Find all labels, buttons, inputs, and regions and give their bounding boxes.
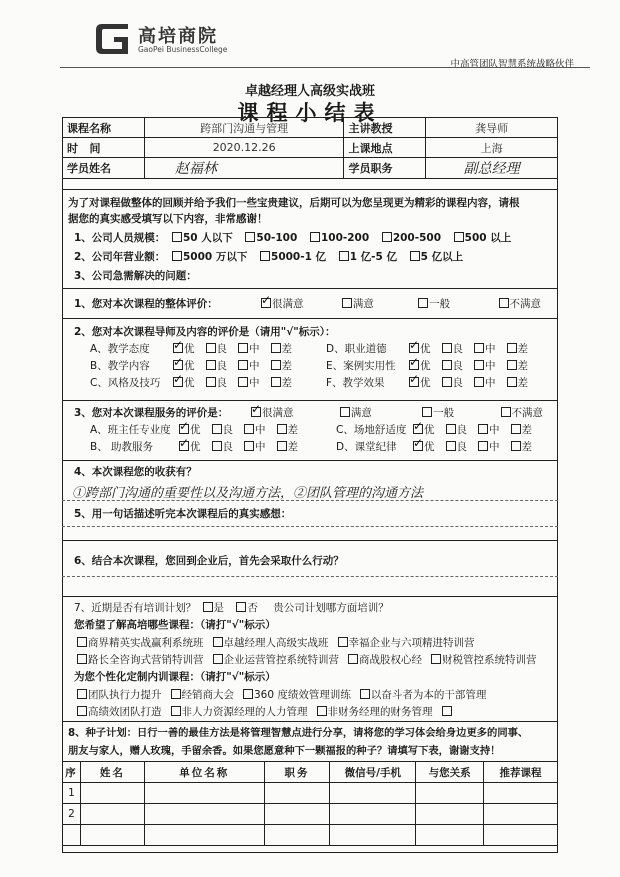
checkbox-icon: [277, 424, 287, 434]
course-option[interactable]: [74, 687, 162, 702]
student-name-field[interactable]: 赵福林: [144, 158, 344, 179]
checkbox-icon: [173, 343, 183, 353]
student-position-field[interactable]: 副总经理: [426, 158, 558, 179]
checkbox-icon: [212, 441, 222, 451]
course-label: 团队执行力提升: [88, 689, 162, 701]
table-cell[interactable]: [144, 825, 264, 846]
grade-option[interactable]: [274, 422, 299, 437]
grade-option[interactable]: [504, 358, 529, 373]
checkbox-icon: [271, 377, 281, 387]
course-option[interactable]: [439, 706, 453, 718]
grade-option[interactable]: [443, 439, 468, 454]
table-cell[interactable]: [264, 825, 330, 846]
grade-option[interactable]: [176, 422, 201, 437]
time-field[interactable]: 2020.12.26: [144, 138, 344, 158]
grade-option[interactable]: [235, 341, 260, 356]
checkbox-icon: [244, 441, 254, 451]
table-cell[interactable]: [144, 783, 264, 804]
course-option[interactable]: [74, 635, 204, 650]
course-option[interactable]: [240, 687, 351, 702]
checkbox-icon: [474, 360, 484, 370]
header-divider: [60, 67, 590, 68]
table-cell[interactable]: [416, 804, 484, 825]
scale-label: 1、公司人员规模：: [74, 232, 166, 244]
service-eval-divider: [62, 400, 558, 401]
checkbox-icon: [206, 360, 216, 370]
course-option[interactable]: [168, 687, 235, 702]
checkbox-icon: [173, 360, 183, 370]
checkbox-icon: [511, 424, 521, 434]
grade-option[interactable]: [241, 422, 266, 437]
checkbox-icon: [348, 654, 358, 664]
checkbox-icon: [77, 654, 87, 664]
course-label: 企业运营管控系统特训营: [223, 654, 339, 666]
eval-row: [90, 358, 300, 373]
grade-label: 中: [249, 343, 260, 355]
checkbox-icon: [77, 706, 87, 716]
course-option[interactable]: [210, 635, 329, 650]
grade-option[interactable]: [268, 358, 293, 373]
grade-label: 优: [184, 360, 195, 372]
q8-line-2: 朋友与家人，赠人玫瑰，手留余香。如果您愿意种下一颗福报的种子？请填写下表，谢谢支持！: [68, 745, 501, 757]
grade-option[interactable]: [410, 439, 435, 454]
grade-label: 优: [190, 441, 201, 453]
grade-option[interactable]: [504, 341, 529, 356]
checkbox-icon: [431, 654, 441, 664]
revenue-option[interactable]: 5000 万以下: [169, 249, 247, 264]
scale-question: [74, 230, 517, 245]
table-cell[interactable]: [264, 804, 330, 825]
eval-label: C、场地舒适度: [336, 424, 407, 436]
course-label: 卓越经理人高级实战班: [223, 637, 329, 649]
grade-label: 优: [420, 360, 431, 372]
course-option[interactable]: [168, 704, 308, 719]
course-label: 经销商大会: [181, 689, 234, 701]
grade-label: 良: [216, 343, 227, 355]
checkbox-icon: [179, 424, 189, 434]
service-eval-question: 3、您对本次课程服务的评价是：: [74, 407, 229, 419]
checkbox-icon: [213, 637, 223, 647]
eval-label: A、教学态度: [90, 343, 150, 355]
grade-option[interactable]: [203, 358, 228, 373]
course-label: 以奋斗者为本的干部管理: [370, 689, 487, 701]
revenue-label: 2、公司年营业额：: [74, 251, 166, 263]
grade-label: 良: [216, 360, 227, 372]
checkbox-icon: [442, 377, 452, 387]
course-label: 商战股权心经: [359, 654, 422, 666]
table-cell[interactable]: [330, 804, 416, 825]
grade-label: 中: [485, 360, 496, 372]
course-label: 财税管控系统特训营: [442, 654, 537, 666]
checkbox-icon: [507, 360, 517, 370]
table-cell[interactable]: [264, 783, 330, 804]
table-row: [63, 804, 558, 825]
course-option[interactable]: [210, 652, 340, 667]
checkbox-icon: [212, 424, 222, 434]
answer-line: [62, 526, 558, 527]
q8-line-1: 8、种子计划：日行一善的最佳方法是将管理智慧点进行分享，请将您的学习体会给身边更多的同事、: [68, 727, 529, 739]
checkbox-icon: [413, 441, 423, 451]
overall-option[interactable]: 不满意: [496, 296, 542, 311]
service-option[interactable]: ✓ 很满意: [248, 405, 294, 420]
checkbox-icon: [271, 343, 281, 353]
eval-row: [90, 439, 306, 454]
checkbox-icon: [238, 343, 248, 353]
course-label: 非财务经理的财务管理: [327, 706, 433, 718]
grade-label: 差: [287, 424, 298, 436]
checkbox-icon: [277, 441, 287, 451]
grade-label: 优: [420, 343, 431, 355]
grade-label: 良: [452, 343, 463, 355]
grade-option[interactable]: [439, 358, 464, 373]
eval-label: C、风格及技巧: [90, 377, 161, 389]
col-header: 职务: [264, 762, 330, 783]
table-row: [63, 783, 558, 804]
q7-label: 7、近期是否有培训计划？: [74, 602, 197, 614]
table-cell[interactable]: [484, 783, 558, 804]
referral-table: [62, 761, 558, 846]
grade-option[interactable]: [443, 422, 468, 437]
grade-label: 差: [517, 343, 528, 355]
q5-question: 5、用一句话描述听完本次课程后的真实感想：: [74, 508, 292, 520]
course-label: 非人力资源经理的人力管理: [181, 706, 308, 718]
checkbox-icon: [511, 441, 521, 451]
checkbox-icon: [171, 689, 181, 699]
table-row: [63, 825, 558, 846]
grade-label: 良: [452, 360, 463, 372]
course-option[interactable]: [345, 652, 422, 667]
checkbox-icon: [171, 706, 181, 716]
grade-label: 中: [489, 441, 500, 453]
grade-label: 中: [485, 377, 496, 389]
course-option[interactable]: [428, 652, 537, 667]
service-options: [248, 405, 549, 420]
grade-option[interactable]: [410, 422, 435, 437]
row-number: 2: [63, 804, 81, 825]
q4-answer[interactable]: ①跨部门沟通的重要性以及沟通方法，②团队管理的沟通方法: [72, 486, 424, 501]
checkbox-icon: [446, 441, 456, 451]
grade-option[interactable]: [508, 439, 533, 454]
overall-question: 1、您对本次课程的整体评价：: [74, 298, 218, 310]
course-option[interactable]: [314, 704, 433, 719]
overall-option[interactable]: 满意: [339, 296, 374, 311]
eval-label: E、案例实用性: [326, 360, 396, 372]
grade-option[interactable]: [209, 439, 234, 454]
grade-option[interactable]: [241, 439, 266, 454]
grade-option[interactable]: [268, 375, 293, 390]
checkbox-icon: [507, 343, 517, 353]
table-cell[interactable]: [330, 783, 416, 804]
grade-option[interactable]: [406, 341, 431, 356]
course-option[interactable]: [357, 687, 487, 702]
grade-option[interactable]: [406, 358, 431, 373]
course-label: 360 度绩效管理训练: [254, 689, 351, 701]
checkbox-icon: [442, 343, 452, 353]
grade-option[interactable]: [439, 341, 464, 356]
grade-label: 优: [184, 343, 195, 355]
overall-divider: [62, 288, 558, 289]
grade-option[interactable]: [475, 422, 500, 437]
checkbox-icon: [474, 377, 484, 387]
option-row: [74, 652, 543, 667]
table-cell[interactable]: [80, 825, 144, 846]
grade-label: 差: [521, 424, 532, 436]
grade-label: 中: [255, 441, 266, 453]
intro-line-1: 为了对课程做整体的回顾并给予我们一些宝贵建议，后期可以为您呈现更为精彩的课程内容，请根: [68, 197, 520, 209]
teacher-field[interactable]: 龚导师: [426, 118, 558, 138]
q6-divider: [62, 540, 558, 541]
grade-label: 优: [424, 441, 435, 453]
problem-question: 3、公司急需解决的问题：: [74, 270, 197, 282]
grade-label: 中: [489, 424, 500, 436]
eval-row: [336, 439, 540, 454]
eval-label: D、课堂纪律: [336, 441, 397, 453]
grade-label: 良: [222, 424, 233, 436]
grade-label: 良: [222, 441, 233, 453]
overall-options: [258, 296, 547, 311]
grade-option[interactable]: [406, 375, 431, 390]
scale-option[interactable]: 200-500: [379, 232, 441, 244]
custom-question: 为您个性化定制内训课程：（请打"√"标示）: [74, 671, 276, 683]
q6-question: 6、结合本次课程，您回到企业后，首先会采取什么行动？: [74, 555, 344, 567]
course-label: 幸福企业与六项精进特训营: [348, 637, 475, 649]
row-number: 1: [63, 783, 81, 804]
grade-label: 中: [255, 424, 266, 436]
scale-option[interactable]: 500 以上: [451, 230, 512, 245]
checkbox-icon: [442, 706, 452, 716]
grade-label: 差: [517, 360, 528, 372]
checkbox-icon: [478, 424, 488, 434]
grade-option[interactable]: [203, 341, 228, 356]
intro-line-2: 据您的真实感受填写以下内容，非常感谢！: [68, 213, 268, 225]
row-number: [63, 825, 81, 846]
eval-label: D、职业道德: [326, 343, 387, 355]
grade-label: 良: [216, 377, 227, 389]
eval-row: [326, 358, 536, 373]
option-row: [74, 687, 492, 702]
option-row: [74, 704, 459, 719]
grade-option[interactable]: [209, 422, 234, 437]
grade-option[interactable]: [475, 439, 500, 454]
eval-row: [90, 341, 300, 356]
grade-option[interactable]: [471, 341, 496, 356]
col-header: 单位名称: [144, 762, 264, 783]
checkbox-icon: [413, 424, 423, 434]
student-position-label: 学员职务: [344, 158, 426, 179]
table-cell[interactable]: [416, 825, 484, 846]
eval-label: B、 助教服务: [90, 441, 154, 453]
eval-row: [336, 422, 540, 437]
grade-label: 中: [249, 360, 260, 372]
teacher-label: 主讲教授: [344, 118, 426, 138]
student-name-label: 学员姓名: [63, 158, 145, 179]
eval-row: [326, 341, 536, 356]
checkbox-icon: [206, 343, 216, 353]
grade-label: 差: [287, 441, 298, 453]
course-option[interactable]: [74, 652, 204, 667]
table-cell[interactable]: [80, 804, 144, 825]
checkbox-icon: [442, 360, 452, 370]
col-header: 与您关系: [416, 762, 484, 783]
scale-option[interactable]: 100-200: [307, 232, 369, 244]
q7-yes[interactable]: 是: [200, 600, 225, 615]
option-row: [74, 635, 481, 650]
overall-option[interactable]: ✓ 很满意: [258, 296, 304, 311]
logo-text: 高培商院: [138, 26, 218, 47]
checkbox-icon: [409, 343, 419, 353]
course-label: 高绩效团队打造: [88, 706, 162, 718]
table-cell[interactable]: [330, 825, 416, 846]
eval-label: A、班主任专业度: [90, 424, 171, 436]
form-title: 课程小结表: [237, 101, 383, 125]
overall-option[interactable]: 一般: [415, 296, 450, 311]
grade-option[interactable]: [235, 358, 260, 373]
eval-label: B、教学内容: [90, 360, 150, 372]
grade-label: 优: [184, 377, 195, 389]
checkbox-icon: [409, 360, 419, 370]
q7-question: [74, 600, 389, 615]
intro-divider: [62, 189, 558, 190]
place-field[interactable]: 上海: [426, 138, 558, 158]
grade-option[interactable]: [203, 375, 228, 390]
checkbox-icon: [478, 441, 488, 451]
checkbox-icon: [338, 637, 348, 647]
q8-divider: [62, 721, 558, 722]
company-logo: [92, 20, 242, 62]
course-option[interactable]: [74, 704, 162, 719]
checkbox-icon: [173, 377, 183, 387]
place-label: 上课地点: [344, 138, 426, 158]
grade-label: 优: [190, 424, 201, 436]
checkbox-icon: [244, 424, 254, 434]
service-option[interactable]: 不满意: [498, 405, 544, 420]
logo-text-en: GaoPei BusinessCollege: [138, 45, 228, 54]
grade-label: 差: [521, 441, 532, 453]
course-option[interactable]: [335, 635, 475, 650]
grade-option[interactable]: [504, 375, 529, 390]
col-header: 序: [63, 762, 81, 783]
table-cell[interactable]: [80, 783, 144, 804]
q7-divider: [62, 596, 558, 597]
revenue-option[interactable]: 1 亿-5 亿: [336, 249, 397, 264]
answer-line: [62, 576, 558, 577]
checkbox-icon: [446, 424, 456, 434]
grade-label: 差: [517, 377, 528, 389]
scale-option[interactable]: 50 人以下: [169, 230, 233, 245]
grade-label: 良: [456, 424, 467, 436]
grade-option[interactable]: [274, 439, 299, 454]
checkbox-icon: [77, 689, 87, 699]
revenue-question: [74, 249, 469, 264]
q4-question: 4、本次课程您的收获有？: [74, 466, 197, 478]
table-cell[interactable]: [416, 783, 484, 804]
answer-line: [62, 500, 558, 501]
grade-option[interactable]: [471, 358, 496, 373]
gp-logo-icon: [92, 22, 134, 56]
grade-option[interactable]: [439, 375, 464, 390]
table-cell[interactable]: [484, 804, 558, 825]
eval-row: [90, 422, 306, 437]
eval-row: [90, 375, 300, 390]
grade-label: 中: [249, 377, 260, 389]
time-label: 时 间: [63, 138, 145, 158]
teacher-eval-divider: [62, 318, 558, 319]
q4-divider: [62, 460, 558, 461]
grade-label: 差: [281, 343, 292, 355]
grade-label: 优: [420, 377, 431, 389]
grade-option[interactable]: [471, 375, 496, 390]
q7-no[interactable]: 否: [233, 600, 258, 615]
checkbox-icon: [179, 441, 189, 451]
course-label: 商界精英实战赢利系统班: [88, 637, 204, 649]
checkbox-icon: [238, 360, 248, 370]
checkbox-icon: [409, 377, 419, 387]
course-name-label: 课程名称: [63, 118, 145, 138]
revenue-option[interactable]: 5 亿以上: [407, 249, 463, 264]
checkbox-icon: [243, 689, 253, 699]
eval-label: F、教学效果: [326, 377, 385, 389]
scale-option[interactable]: 50-100: [242, 232, 297, 244]
grade-option[interactable]: [508, 422, 533, 437]
teacher-eval-question: 2、您对本次课程导师及内容的评价是（请用"√"标示）：: [74, 326, 336, 338]
checkbox-icon: [271, 360, 281, 370]
q7-topic: 贵公司计划哪方面培训？: [273, 602, 389, 614]
checkbox-icon: [206, 377, 216, 387]
grade-option[interactable]: [170, 375, 195, 390]
table-cell[interactable]: [484, 825, 558, 846]
checkbox-icon: [238, 377, 248, 387]
table-cell[interactable]: [144, 804, 264, 825]
grade-label: 良: [452, 377, 463, 389]
service-option[interactable]: 满意: [337, 405, 372, 420]
grade-option[interactable]: [268, 341, 293, 356]
checkbox-icon: [507, 377, 517, 387]
grade-option[interactable]: [170, 341, 195, 356]
checkbox-icon: [474, 343, 484, 353]
grade-option[interactable]: [235, 375, 260, 390]
col-header: 姓名: [80, 762, 144, 783]
grade-label: 良: [456, 441, 467, 453]
grade-label: 中: [485, 343, 496, 355]
col-header: 推荐课程: [484, 762, 558, 783]
revenue-option[interactable]: 5000-1 亿: [257, 249, 326, 264]
grade-label: 差: [281, 360, 292, 372]
eval-row: [326, 375, 536, 390]
form-subtitle: 卓越经理人高级实战班: [244, 84, 375, 99]
checkbox-icon: [77, 637, 87, 647]
grade-option[interactable]: [176, 439, 201, 454]
course-name-field[interactable]: 跨部门沟通与管理: [144, 118, 344, 138]
col-header: 微信号/手机: [330, 762, 416, 783]
checkbox-icon: [213, 654, 223, 664]
grade-label: 差: [281, 377, 292, 389]
service-option[interactable]: 一般: [419, 405, 454, 420]
courses-question: 您希望了解高培哪些课程：（请打"√"标示）: [74, 619, 276, 631]
checkbox-icon: [317, 706, 327, 716]
course-label: 路长全咨询式营销特训营: [88, 654, 204, 666]
grade-option[interactable]: [170, 358, 195, 373]
tagline: 中高管团队智慧系统战略伙伴: [450, 59, 574, 70]
grade-label: 优: [424, 424, 435, 436]
checkbox-icon: [360, 689, 370, 699]
